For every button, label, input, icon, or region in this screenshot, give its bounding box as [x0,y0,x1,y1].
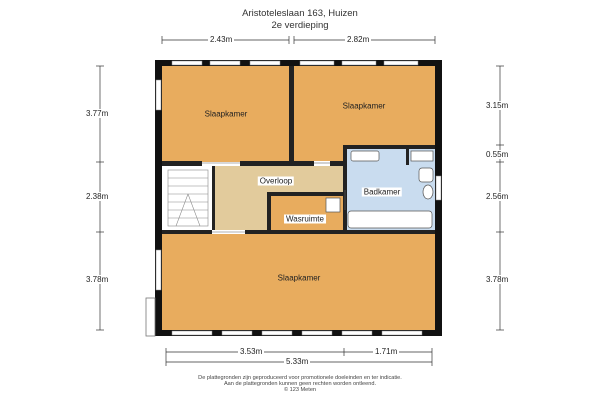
room-label-slaapkamer-nw: Slaapkamer [204,109,248,119]
dim-bottom-right: 1.71m [375,347,398,356]
wasruimte-fixture [326,198,340,212]
dim-right-small: 0.55m [486,150,509,159]
room-stair [166,166,212,230]
floor-title: 2e verdieping [271,20,329,31]
dim-left-top: 3.77m [86,109,109,118]
dim-left-bottom: 3.78m [86,275,109,284]
room-label-slaapkamer-ne: Slaapkamer [342,101,386,111]
room-label-slaapkamer-s: Slaapkamer [277,273,321,283]
dim-left-middle: 2.38m [86,192,109,201]
dim-right-bottom: 3.78m [486,275,509,284]
dim-right-top: 3.15m [486,101,509,110]
dim-bottom-left: 3.53m [240,347,263,356]
balcony-edge [146,298,155,336]
room-label-overloop: Overloop [259,176,293,186]
address-title: Aristoteleslaan 163, Huizen [242,8,358,19]
room-label-wasruimte: Wasruimte [286,214,324,224]
disclaimer-line-2: Aan de plattegronden kunnen geen rechten worden ontleend. [223,381,377,387]
dim-right-middle: 2.56m [486,192,509,201]
disclaimer-line-1: De plattegronden zijn geproduceerd voor promotionele doeleinden en ter indicatie. [198,375,402,381]
disclaimer-line-3: © 123 Meten [283,387,317,393]
dim-bottom-total: 5.33m [286,357,309,366]
room-label-badkamer: Badkamer [363,187,401,197]
dim-top-right: 2.82m [347,35,370,44]
dim-top-left: 2.43m [210,35,233,44]
